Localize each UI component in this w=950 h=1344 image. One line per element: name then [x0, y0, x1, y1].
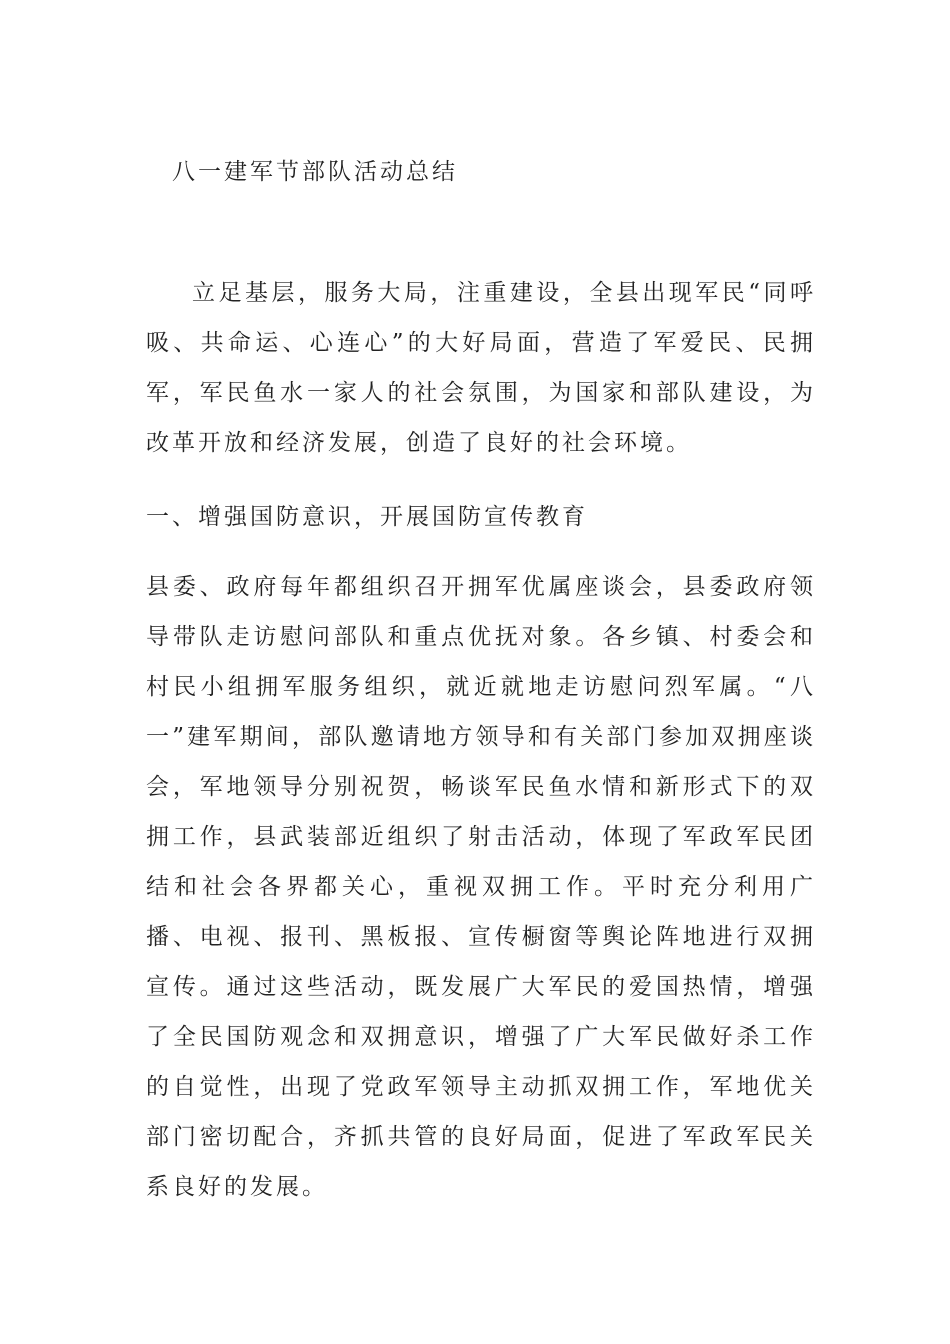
section-1-heading: 一、增强国防意识，开展国防宣传教育	[146, 504, 588, 530]
intro-paragraph: 立足基层，服务大局，注重建设，全县出现军民“同呼吸、共命运、心连心”的大好局面，营造了军爱民、民拥军，军民鱼水一家人的社会氛围，为国家和部队建设，为改革开放和经济发展，创造了良好的社会环境。	[146, 280, 816, 456]
document-title: 八一建军节部队活动总结	[172, 159, 458, 185]
section-1-paragraph: 县委、政府每年都组织召开拥军优属座谈会，县委政府领导带队走访慰问部队和重点优抚对象。各乡镇、村委会和村民小组拥军服务组织，就近就地走访慰问烈军属。“八一”建军期间，部队邀请地方领导和有关部门参加双拥座谈会，军地领导分别祝贺，畅谈军民鱼水情和新形式下的双拥工作，县武装部近组织了射击活动，体现了军政军民团结和社会各界都关心，重视双拥工作。平时充分利用广播、电视、报刊、黑板报、宣传橱窗等舆论阵地进行双拥宣传。通过这些活动，既发展广大军民的爱国热情，增强了全民国防观念和双拥意识，增强了广大军民做好杀工作的自觉性，出现了党政军领导主动抓双拥工作，军地优关部门密切配合，齐抓共管的良好局面，促进了军政军民关系良好的发展。	[146, 574, 816, 1200]
